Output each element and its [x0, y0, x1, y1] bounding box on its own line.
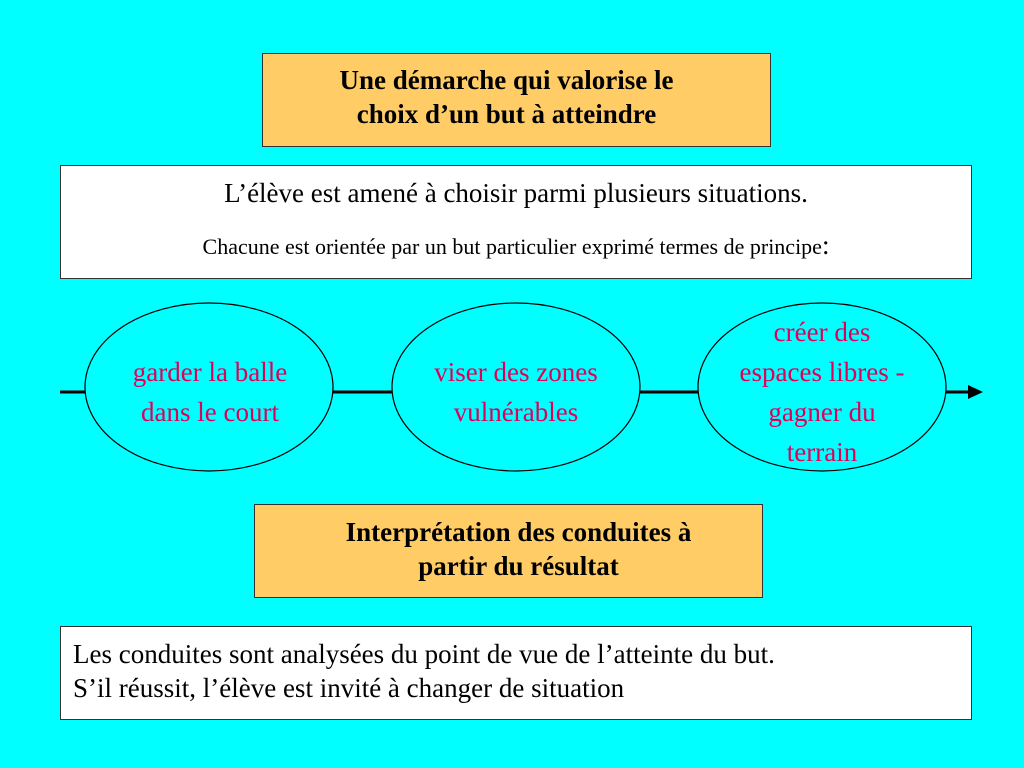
goal-3-line3: gagner du — [768, 397, 876, 427]
goal-2-line1: viser des zones — [434, 357, 598, 387]
situation-description-line2-text: Chacune est orientée par un but particulier exprimé termes de principe — [202, 234, 822, 259]
goal-3-line4: terrain — [786, 437, 858, 467]
situation-description-colon: : — [821, 230, 830, 260]
goal-1-line1: garder la balle — [132, 357, 288, 387]
goal-3-label — [702, 312, 942, 472]
situation-description-line1: L’élève est amené à choisir parmi plusieurs situations. — [224, 178, 808, 208]
top-title-line1: Une démarche qui valorise le — [339, 65, 674, 95]
goal-2-line2: vulnérables — [453, 397, 579, 427]
goal-1-line2: dans le court — [141, 397, 279, 427]
conclusion-box — [60, 626, 972, 720]
flow-arrowhead — [968, 385, 983, 399]
interpretation-title-box — [254, 504, 763, 598]
conclusion-line1: Les conduites sont analysées du point de vue de l’atteinte du but. — [73, 639, 775, 669]
goal-1-label — [95, 352, 325, 432]
goal-3-line1: créer des — [773, 317, 871, 347]
goal-3-line2: espaces libres - — [739, 357, 905, 387]
top-title-line2: choix d’un but à atteindre — [356, 99, 657, 129]
goal-2-label — [401, 352, 631, 432]
interpretation-title-line1: Interprétation des conduites à — [345, 517, 692, 547]
interpretation-title-line2: partir du résultat — [418, 551, 619, 581]
conclusion-line2: S’il réussit, l’élève est invité à changer de situation — [73, 673, 625, 703]
